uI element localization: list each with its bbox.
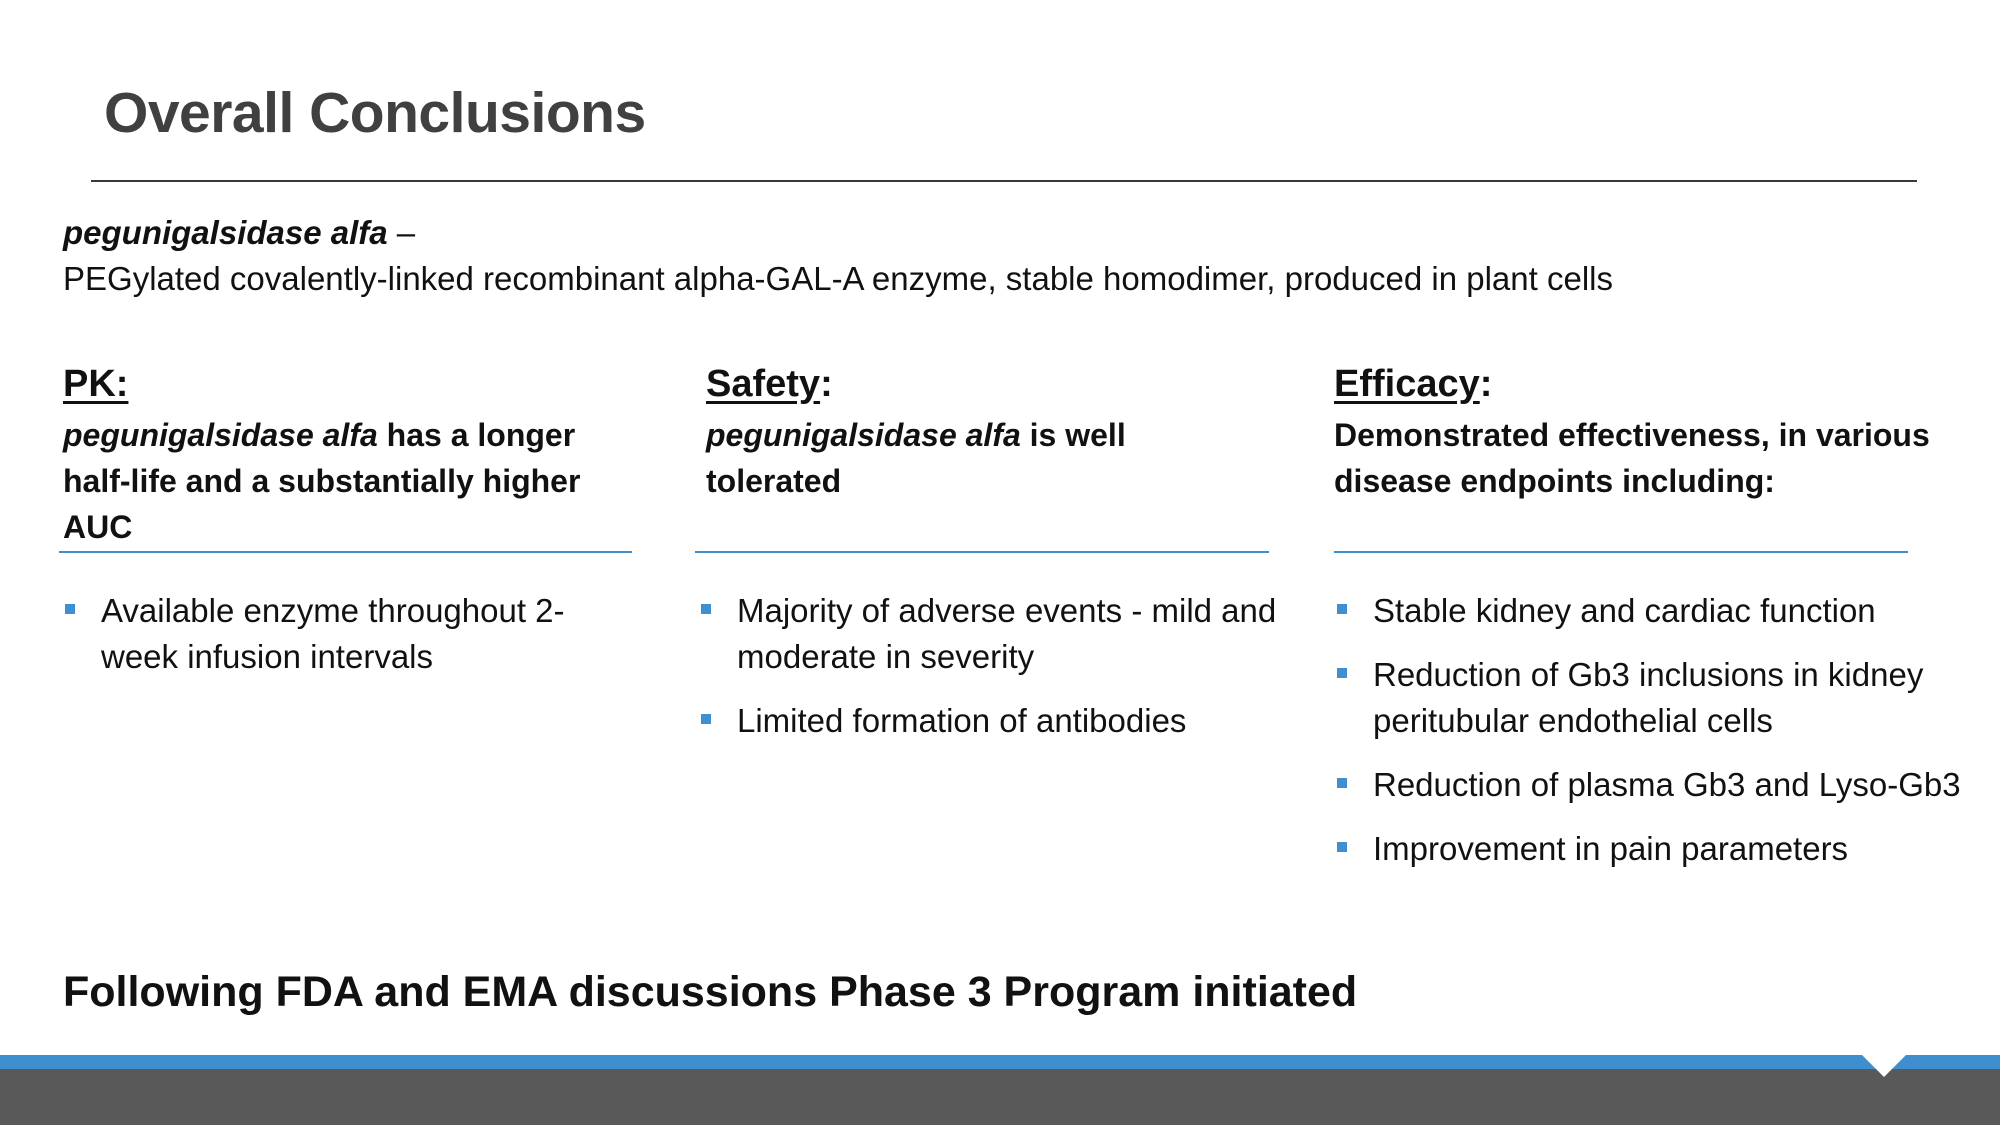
safety-summary-text: is well tolerated [706, 417, 1126, 499]
pk-summary-drug: pegunigalsidase alfa [63, 417, 378, 453]
safety-heading [706, 356, 1266, 412]
efficacy-bullet-list [1335, 588, 1985, 890]
safety-bullet-text: Majority of adverse events - mild and moderate in severity [737, 592, 1277, 675]
intro-drug-line [63, 210, 1613, 256]
footer-notch-icon [1862, 1055, 1906, 1077]
efficacy-heading [1334, 356, 1974, 412]
pk-summary-text: has a longer half-life and a substantially higher AUC [63, 417, 581, 545]
title-divider [91, 180, 1917, 182]
square-bullet-icon [701, 714, 711, 724]
safety-bullet-item [699, 588, 1279, 680]
efficacy-summary: Demonstrated effectiveness, in various disease endpoints including: [1334, 417, 1930, 499]
square-bullet-icon [65, 604, 75, 614]
safety-divider [695, 551, 1269, 553]
footer-accent-bar [0, 1055, 2000, 1069]
efficacy-bullet-text: Reduction of Gb3 inclusions in kidney peritubular endothelial cells [1373, 656, 1924, 739]
square-bullet-icon [1337, 778, 1347, 788]
pk-summary [63, 412, 633, 550]
pk-bullet-text: Available enzyme throughout 2-week infusion intervals [101, 592, 565, 675]
efficacy-bullet-item [1335, 762, 1985, 808]
efficacy-heading-colon: : [1479, 363, 1493, 405]
efficacy-bullet-item [1335, 588, 1985, 634]
efficacy-bullet-text: Stable kidney and cardiac function [1373, 592, 1876, 629]
safety-bullet-item [699, 698, 1279, 744]
efficacy-heading-text: Efficacy [1334, 363, 1480, 405]
intro-description: PEGylated covalently-linked recombinant alpha-GAL-A enzyme, stable homodimer, produced in plant cells [63, 260, 1613, 297]
conclusion-statement: Following FDA and EMA discussions Phase 3 Program initiated [63, 968, 1358, 1016]
pk-heading-text: PK: [63, 363, 129, 405]
intro-dash: – [387, 214, 416, 251]
slide-title: Overall Conclusions [104, 81, 646, 145]
intro-block [63, 210, 1613, 302]
safety-summary-drug: pegunigalsidase alfa [706, 417, 1021, 453]
efficacy-bullet-item [1335, 652, 1985, 744]
intro-drug-name: pegunigalsidase alfa [63, 214, 388, 251]
safety-bullet-text: Limited formation of antibodies [737, 702, 1187, 739]
efficacy-column [1334, 356, 1974, 504]
efficacy-bullet-text: Reduction of plasma Gb3 and Lyso-Gb3 [1373, 766, 1961, 803]
footer-bar [0, 1069, 2000, 1125]
square-bullet-icon [1337, 668, 1347, 678]
square-bullet-icon [1337, 842, 1347, 852]
pk-bullet-item [63, 588, 623, 680]
square-bullet-icon [701, 604, 711, 614]
square-bullet-icon [1337, 604, 1347, 614]
pk-bullet-list [63, 588, 623, 698]
safety-heading-colon: : [820, 363, 833, 405]
efficacy-divider [1334, 551, 1908, 553]
efficacy-bullet-text: Improvement in pain parameters [1373, 830, 1849, 867]
pk-column [63, 356, 633, 550]
pk-heading [63, 356, 633, 412]
safety-heading-text: Safety [706, 363, 821, 405]
safety-summary [706, 412, 1266, 504]
safety-bullet-list [699, 588, 1279, 762]
safety-column [706, 356, 1266, 504]
pk-divider [59, 551, 632, 553]
efficacy-bullet-item [1335, 826, 1985, 872]
